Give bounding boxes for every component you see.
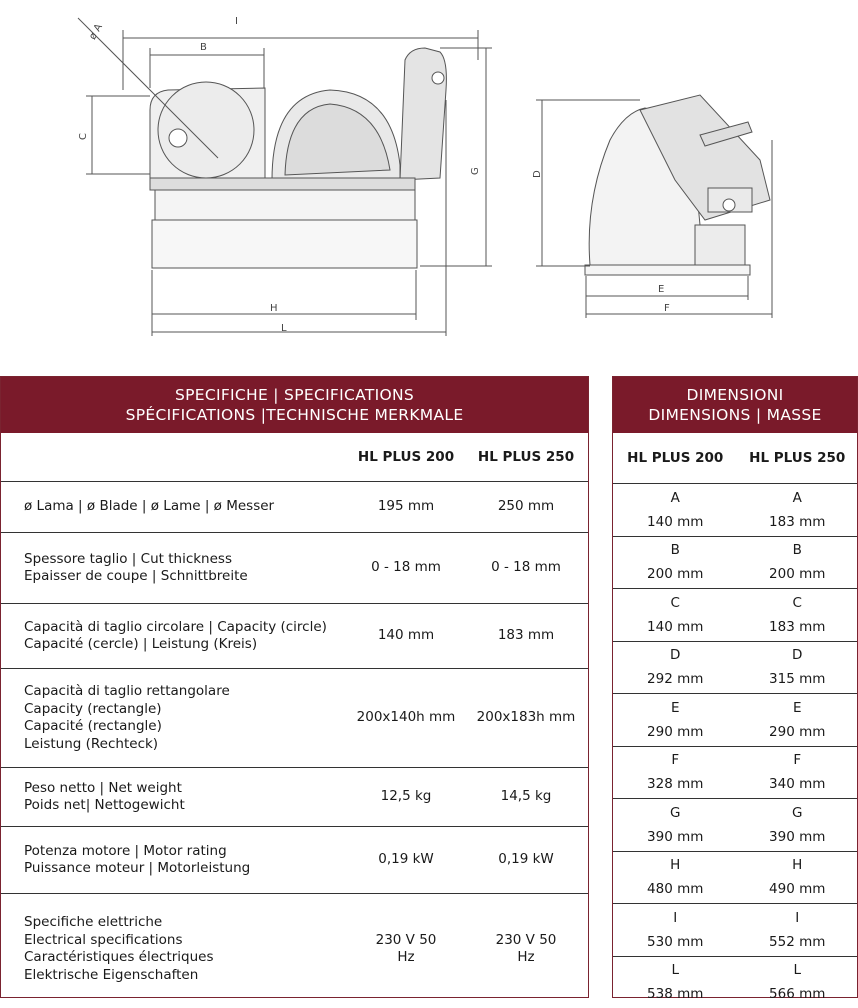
dim-letter: A xyxy=(793,486,802,510)
dim-letter: B xyxy=(671,538,680,562)
table-row xyxy=(1,768,588,827)
dim-value: 315 mm xyxy=(769,667,825,691)
dim-cell xyxy=(737,642,857,694)
spec-label-line: Leistung (Rechteck) xyxy=(24,736,346,754)
dim-letter: H xyxy=(792,853,802,877)
dim-cell xyxy=(613,852,737,904)
dim-value: 530 mm xyxy=(647,930,703,954)
dim-letter: D xyxy=(670,643,680,667)
table-row xyxy=(613,852,857,905)
spec-column-headers xyxy=(1,433,588,482)
dim-value: 566 mm xyxy=(769,982,825,1006)
dim-letter: G xyxy=(792,801,802,825)
dim-letter: F xyxy=(671,748,679,772)
dims-header-line1: DIMENSIONI xyxy=(686,385,783,405)
dim-cell xyxy=(613,904,737,956)
spec-value-model2: 230 V 50 Hz xyxy=(466,932,586,967)
dim-value: 200 mm xyxy=(647,562,703,586)
spec-label-line: Poids net| Nettogewicht xyxy=(24,797,346,815)
dim-value: 340 mm xyxy=(769,772,825,796)
label-B: B xyxy=(200,42,207,53)
dim-letter: L xyxy=(793,958,801,982)
table-row xyxy=(1,482,588,533)
specifications-table xyxy=(0,376,589,998)
table-row xyxy=(1,604,588,669)
spec-label-line: Puissance moteur | Motorleistung xyxy=(24,860,346,878)
spec-value-model2: 250 mm xyxy=(466,498,586,516)
spec-value-model2: 183 mm xyxy=(466,627,586,645)
dims-col-model1: HL PLUS 200 xyxy=(613,450,737,466)
spec-col-model2: HL PLUS 250 xyxy=(466,449,586,465)
spec-label-line: Spessore taglio | Cut thickness xyxy=(24,551,346,569)
spec-value-model2: 0,19 kW xyxy=(466,851,586,869)
dim-letter: L xyxy=(671,958,679,982)
spec-label-line: Electrical specifications xyxy=(24,932,346,950)
dim-value: 290 mm xyxy=(647,720,703,744)
dim-letter: B xyxy=(793,538,802,562)
label-I: I xyxy=(235,16,238,27)
dim-cell xyxy=(613,694,737,746)
label-D: D xyxy=(532,170,543,178)
spec-value-model2: 14,5 kg xyxy=(466,788,586,806)
table-row xyxy=(613,904,857,957)
dimensions-table xyxy=(612,376,858,998)
table-row xyxy=(613,747,857,800)
dim-letter: C xyxy=(671,591,680,615)
spec-label xyxy=(1,843,346,878)
table-row xyxy=(613,642,857,695)
table-row xyxy=(1,669,588,768)
dim-cell xyxy=(737,799,857,851)
label-L: L xyxy=(281,323,287,334)
dims-header-line2: DIMENSIONS | MASSE xyxy=(648,405,821,425)
dim-value: 140 mm xyxy=(647,615,703,639)
dim-letter: E xyxy=(671,696,680,720)
spec-label xyxy=(1,551,346,586)
dim-letter: A xyxy=(671,486,680,510)
spec-value-model1: 0,19 kW xyxy=(346,851,466,869)
table-row xyxy=(613,537,857,590)
spec-label-line: Elektrische Eigenschaften xyxy=(24,967,346,985)
dim-letter: C xyxy=(793,591,802,615)
spec-value-model2: 200x183h mm xyxy=(466,709,586,727)
dim-cell xyxy=(737,537,857,589)
spec-value-model1: 140 mm xyxy=(346,627,466,645)
dim-cell xyxy=(737,747,857,799)
dim-cell xyxy=(613,799,737,851)
dim-value: 390 mm xyxy=(769,825,825,849)
spec-label-line: Potenza motore | Motor rating xyxy=(24,843,346,861)
dim-cell xyxy=(737,957,857,1008)
dim-cell xyxy=(737,589,857,641)
spec-value-model1: 200x140h mm xyxy=(346,709,466,727)
technical-drawing xyxy=(0,0,858,360)
spec-value-model1: 12,5 kg xyxy=(346,788,466,806)
spec-label xyxy=(1,780,346,815)
spec-label-line: Epaisser de coupe | Schnittbreite xyxy=(24,568,346,586)
spec-label xyxy=(1,683,346,753)
dims-col-model2: HL PLUS 250 xyxy=(737,450,857,466)
dim-cell xyxy=(613,957,737,1008)
dims-header xyxy=(613,377,857,433)
table-row xyxy=(613,484,857,537)
label-C: C xyxy=(78,133,89,140)
dim-value: 140 mm xyxy=(647,510,703,534)
spec-label-line: Capacity (rectangle) xyxy=(24,701,346,719)
dim-letter: E xyxy=(793,696,802,720)
table-row xyxy=(1,533,588,604)
dim-cell xyxy=(737,694,857,746)
dim-letter: I xyxy=(673,906,677,930)
dim-letter: G xyxy=(670,801,680,825)
dim-value: 390 mm xyxy=(647,825,703,849)
dim-cell xyxy=(737,484,857,536)
dim-cell xyxy=(613,484,737,536)
spec-label-line: Peso netto | Net weight xyxy=(24,780,346,798)
table-row xyxy=(613,799,857,852)
table-row xyxy=(613,694,857,747)
dim-letter: H xyxy=(670,853,680,877)
spec-label-line: Capacità di taglio rettangolare xyxy=(24,683,346,701)
dim-value: 200 mm xyxy=(769,562,825,586)
dim-value: 183 mm xyxy=(769,510,825,534)
spec-value-model2: 0 - 18 mm xyxy=(466,559,586,577)
dim-cell xyxy=(737,852,857,904)
table-row xyxy=(613,589,857,642)
spec-value-model1: 0 - 18 mm xyxy=(346,559,466,577)
spec-label-line: ø Lama | ø Blade | ø Lame | ø Messer xyxy=(24,498,346,516)
label-F: F xyxy=(664,303,670,314)
spec-header xyxy=(1,377,588,433)
dim-value: 292 mm xyxy=(647,667,703,691)
spec-label-line: Capacité (cercle) | Leistung (Kreis) xyxy=(24,636,346,654)
table-row xyxy=(613,957,857,1008)
dim-value: 480 mm xyxy=(647,877,703,901)
spec-label xyxy=(1,619,346,654)
label-H: H xyxy=(270,303,278,314)
spec-col-model1: HL PLUS 200 xyxy=(346,449,466,465)
spec-value-model1: 195 mm xyxy=(346,498,466,516)
dim-letter: F xyxy=(793,748,801,772)
dims-column-headers xyxy=(613,433,857,484)
table-row xyxy=(1,894,588,1004)
spec-label xyxy=(1,498,346,516)
dim-value: 183 mm xyxy=(769,615,825,639)
label-G: G xyxy=(470,167,481,175)
dim-value: 490 mm xyxy=(769,877,825,901)
spec-value-model1: 230 V 50 Hz xyxy=(346,932,466,967)
dim-letter: I xyxy=(795,906,799,930)
dim-letter: D xyxy=(792,643,802,667)
dim-cell xyxy=(613,747,737,799)
dim-value: 290 mm xyxy=(769,720,825,744)
spec-label xyxy=(1,914,346,984)
dim-cell xyxy=(737,904,857,956)
spec-label-line: Caractéristiques électriques xyxy=(24,949,346,967)
spec-header-line1: SPECIFICHE | SPECIFICATIONS xyxy=(175,385,414,405)
label-A: ø A xyxy=(87,22,105,42)
spec-header-line2: SPÉCIFICATIONS |TECHNISCHE MERKMALE xyxy=(126,405,464,425)
spec-label-line: Capacité (rectangle) xyxy=(24,718,346,736)
spec-label-line: Specifiche elettriche xyxy=(24,914,346,932)
label-E: E xyxy=(658,284,664,295)
table-row xyxy=(1,827,588,894)
dim-value: 552 mm xyxy=(769,930,825,954)
spec-label-line: Capacità di taglio circolare | Capacity (circle) xyxy=(24,619,346,637)
dim-cell xyxy=(613,589,737,641)
dim-value: 328 mm xyxy=(647,772,703,796)
dim-value: 538 mm xyxy=(647,982,703,1006)
dim-cell xyxy=(613,642,737,694)
dim-cell xyxy=(613,537,737,589)
